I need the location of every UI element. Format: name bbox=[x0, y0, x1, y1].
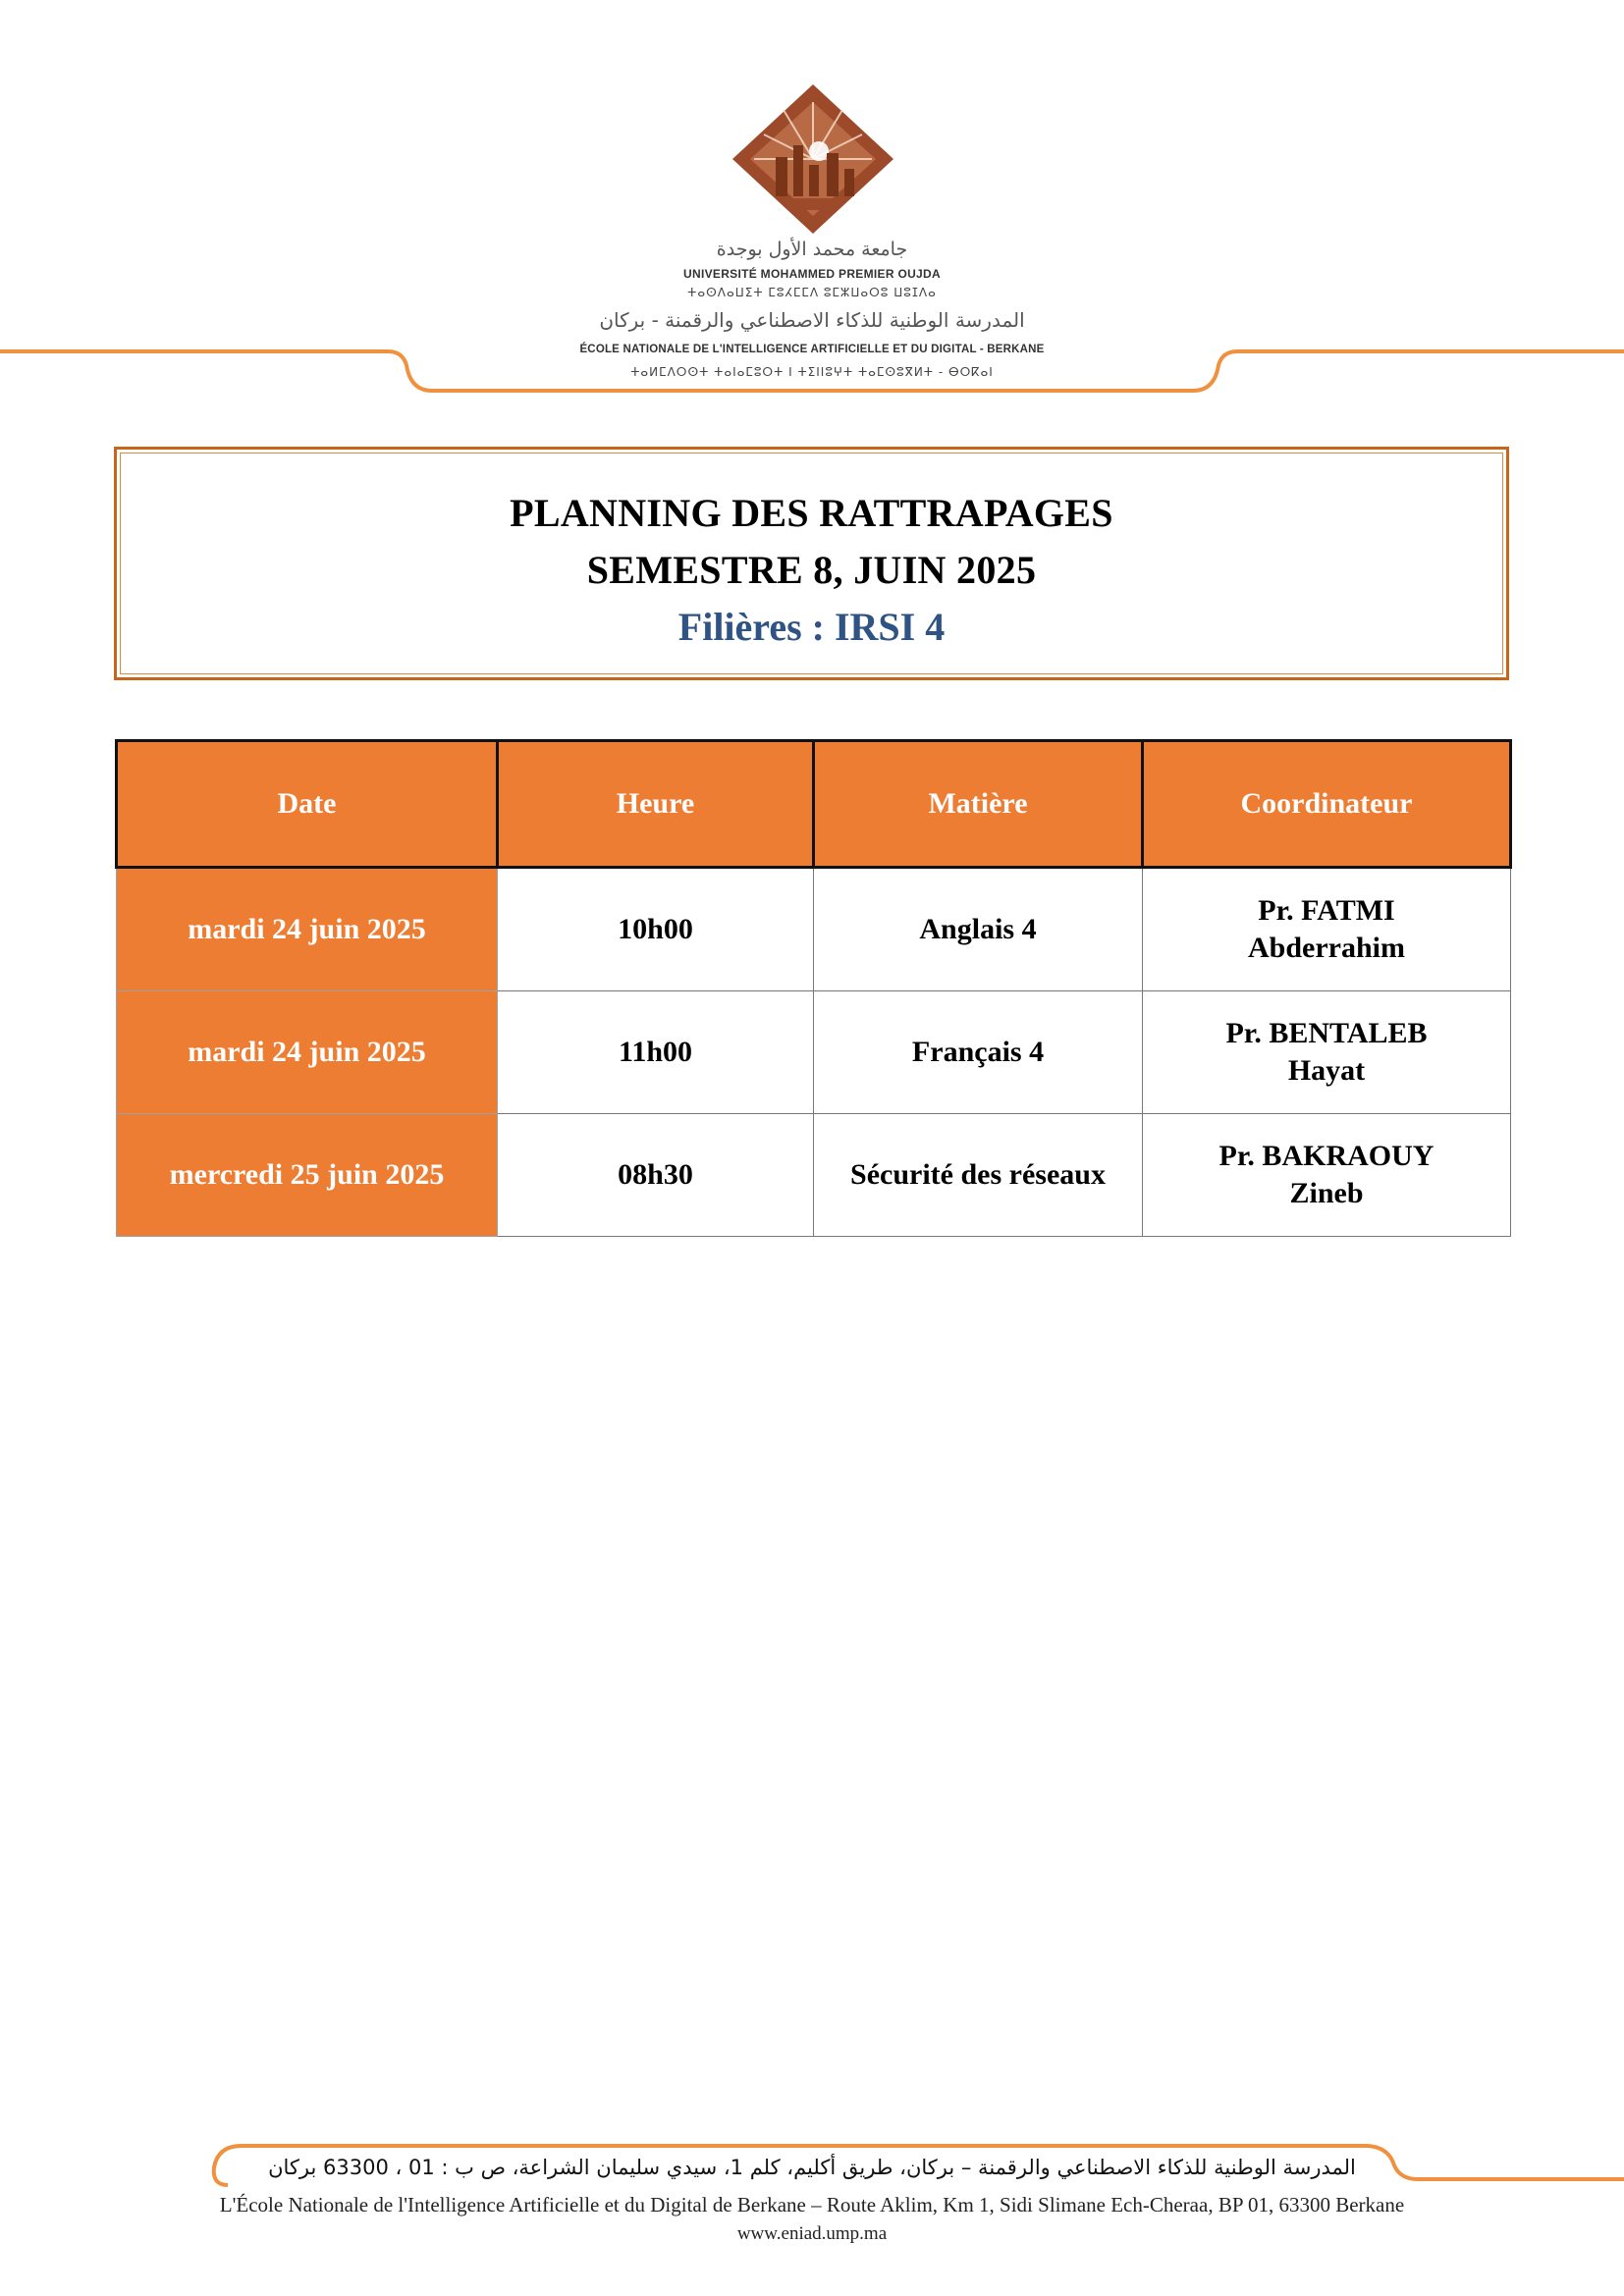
table-row bbox=[117, 991, 1511, 1114]
column-header-date: Date bbox=[117, 741, 498, 868]
footer-address-arabic: المدرسة الوطنية للذكاء الاصطناعي والرقمنة – بركان، طريق أكليم، كلم 1، سيدي سليمان الشراعة، ص ب : 01 ، 63300 بركان bbox=[268, 2156, 1356, 2179]
footer-address-french: L'École Nationale de l'Intelligence Artificielle et du Digital de Berkane – Route Aklim, Km 1, Sidi Slimane Ech-Cheraa, BP 01, 63300 Berkane bbox=[219, 2193, 1405, 2216]
coordinator-name: Pr. BAKRAOUY bbox=[1218, 1140, 1435, 1172]
cell-subject: Français 4 bbox=[814, 991, 1143, 1114]
title-box bbox=[114, 447, 1509, 680]
cell-coordinator bbox=[1143, 1114, 1511, 1237]
university-emblem-icon bbox=[725, 80, 901, 238]
document-program: Filières : IRSI 4 bbox=[677, 605, 946, 649]
cell-time: 10h00 bbox=[498, 868, 814, 991]
cell-subject: Sécurité des réseaux bbox=[814, 1114, 1143, 1237]
university-name-french: UNIVERSITÉ MOHAMMED PREMIER OUJDA bbox=[683, 267, 941, 281]
column-header-time: Heure bbox=[498, 741, 814, 868]
coordinator-first-name: Zineb bbox=[1289, 1177, 1364, 1209]
school-name-tifinagh: ⵜⴰⵍⵎⴷⵔⵙⵜ ⵜⴰⵏⴰⵎⵓⵔⵜ ⵏ ⵜⵉⵏⵏⵓⵖⵜ ⵜⴰⵎⵙⵓⴳⵍⵜ - ⴱⵔⴽⴰⵏ bbox=[630, 365, 994, 379]
table-header-row bbox=[117, 741, 1511, 868]
coordinator-first-name: Hayat bbox=[1287, 1054, 1366, 1087]
footer-website-link[interactable]: www.eniad.ump.ma bbox=[736, 2223, 888, 2244]
table-row bbox=[117, 1114, 1511, 1237]
cell-coordinator bbox=[1143, 991, 1511, 1114]
coordinator-first-name: Abderrahim bbox=[1248, 932, 1405, 964]
cell-date: mardi 24 juin 2025 bbox=[117, 991, 498, 1114]
column-header-coordinator: Coordinateur bbox=[1143, 741, 1511, 868]
university-name-tifinagh: ⵜⴰⵙⴷⴰⵡⵉⵜ ⵎⵓⵃⵎⵎⴷ ⵓⵎⵣⵡⴰⵔⵓ ⵡⵓⵊⴷⴰ bbox=[687, 286, 937, 299]
column-header-subject: Matière bbox=[814, 741, 1143, 868]
cell-subject: Anglais 4 bbox=[814, 868, 1143, 991]
school-name-arabic: المدرسة الوطنية للذكاء الاصطناعي والرقمنة - بركان bbox=[599, 308, 1025, 332]
cell-coordinator bbox=[1143, 868, 1511, 991]
table-row bbox=[117, 868, 1511, 991]
document-semester: SEMESTRE 8, JUIN 2025 bbox=[586, 548, 1037, 592]
page-header bbox=[0, 0, 1624, 412]
university-name-arabic: جامعة محمد الأول بوجدة bbox=[716, 239, 908, 260]
document-title: PLANNING DES RATTRAPAGES bbox=[510, 491, 1113, 535]
cell-time: 11h00 bbox=[498, 991, 814, 1114]
school-name-french: ÉCOLE NATIONALE DE L'INTELLIGENCE ARTIFICIELLE ET DU DIGITAL - BERKANE bbox=[579, 344, 1045, 355]
cell-time: 08h30 bbox=[498, 1114, 814, 1237]
cell-date: mardi 24 juin 2025 bbox=[117, 868, 498, 991]
cell-date: mercredi 25 juin 2025 bbox=[117, 1114, 498, 1237]
coordinator-name: Pr. FATMI bbox=[1258, 894, 1395, 927]
coordinator-name: Pr. BENTALEB bbox=[1225, 1017, 1428, 1049]
schedule-table bbox=[115, 739, 1512, 1237]
